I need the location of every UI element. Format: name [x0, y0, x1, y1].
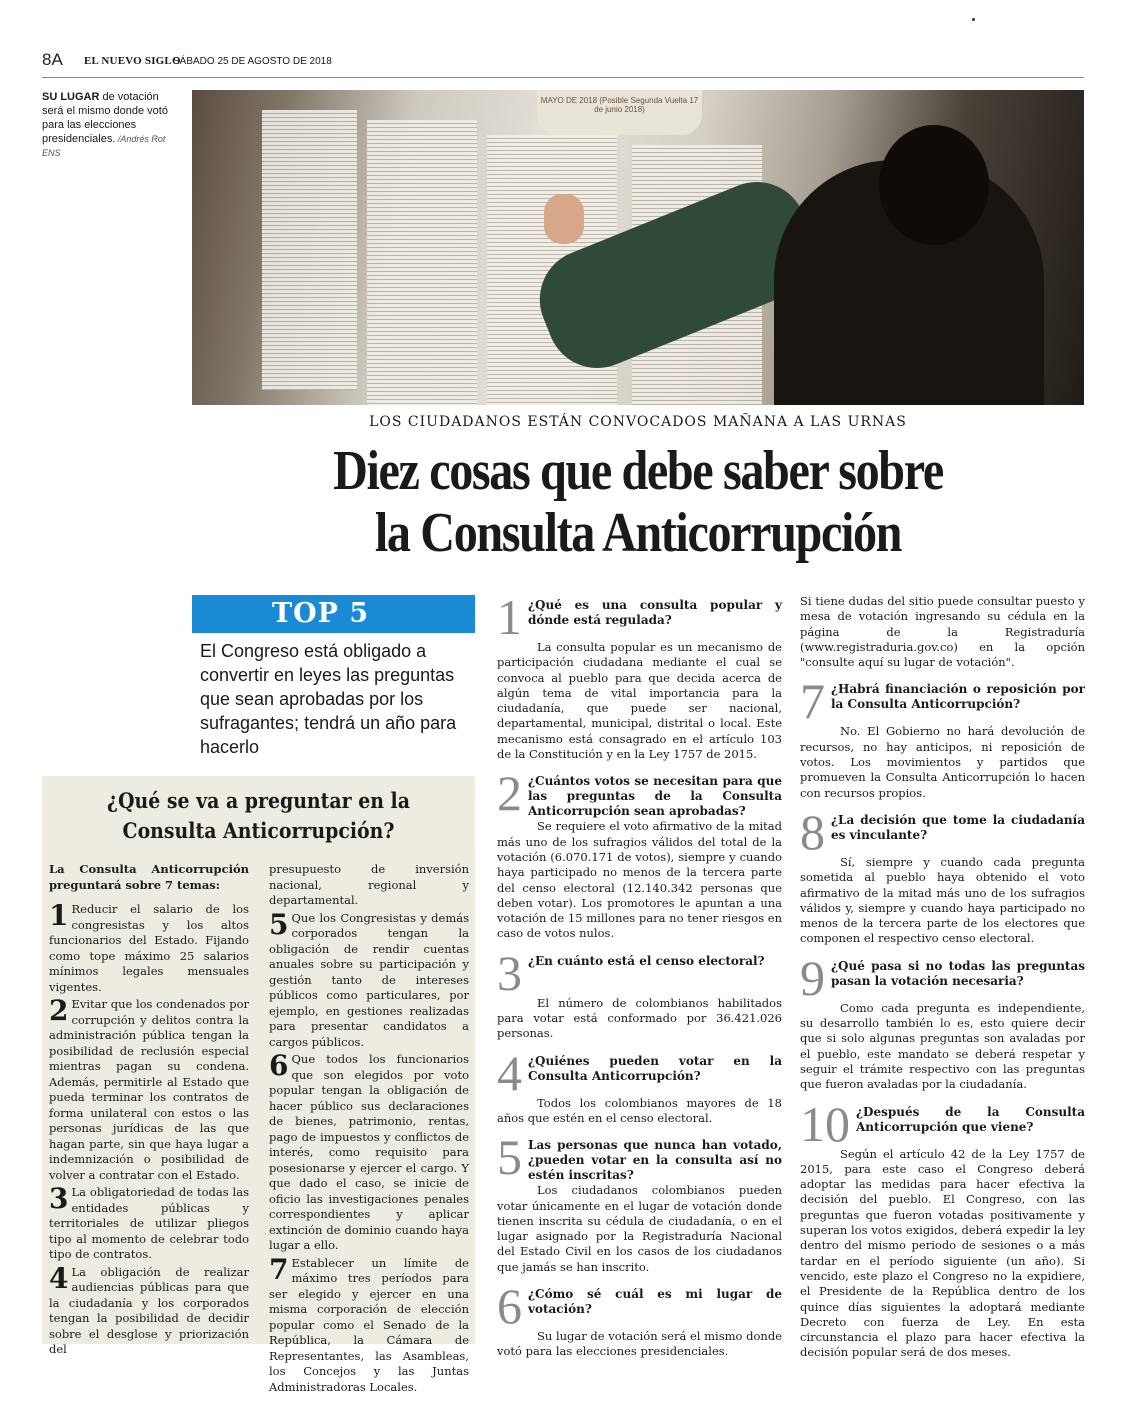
question-number: 3: [497, 944, 522, 1001]
item-number: 5: [269, 907, 289, 941]
sidebar-box: [42, 776, 475, 1394]
question-body: Según el artículo 42 de la Ley 1757 de 2015, para este caso el Congreso deberá adoptar las medidas para hacer efectiva la decisión del pueblo. El Congreso, con las preguntas que fueron votadas positivamente y superan los votos exigidos, deberá expedir la ley dentro del mismo periodo de sesiones o a más tardar en el período siguiente (un año). Si vencido, este plazo el Congreso no la expidiere, el Presidente de la República dentro de los quince días siguientes la adoptará mediante Decreto con fuerza de Ley. En esta circunstancia el plazo para hacer efectiva la decisión popular será de dos meses.: [800, 1146, 1085, 1360]
article-headline: [254, 440, 1021, 564]
item-number: 2: [49, 994, 69, 1027]
sidebar-list-item: [49, 1182, 249, 1263]
sidebar-list-item: [269, 1049, 469, 1254]
sidebar-column-1: [49, 862, 249, 1360]
question-number: 5: [497, 1129, 522, 1186]
item-number: 1: [49, 899, 69, 932]
person-head: [879, 125, 989, 245]
newspaper-name: EL NUEVO SIGLO: [84, 55, 181, 67]
headline-line-2: la Consulta Anticorrupción: [374, 502, 902, 564]
sidebar-list-item: [49, 994, 249, 1183]
question-body: Los ciudadanos colombianos pueden votar únicamente en el lugar de votación donde tienen inscrita su cédula de ciudadanía, o en el lugar asignado por la Registraduría Nacional del Estado Civil en los casos de los ciudadanos que jamás se han inscrito.: [497, 1183, 782, 1274]
question-title: ¿La decisión que tome la ciudadanía es vinculante?: [831, 812, 1085, 842]
caption-credit: /Andrés Rot ENS: [42, 134, 166, 158]
voter-list-sheet: [367, 120, 477, 405]
registry-sign: MAYO DE 2018 (Posible Segunda Vuelta 17 de junio 2018): [537, 90, 702, 135]
headline-line-1: Diez cosas que debe saber sobre: [333, 440, 943, 502]
question-body: No. El Gobierno no hará devolución de recursos, no hay anticipos, ni reposición de votos. Los movimientos y partidos que promueven la Consulta Anticorrupción lo hacen con recursos propios.: [800, 724, 1085, 800]
item-text: Reducir el salario de los congresistas y los altos funcionarios del Estado. Fijando como tope máximo 25 salarios mínimos legales mensuales vigentes.: [49, 902, 249, 994]
sidebar-title: [64, 786, 454, 846]
photo-caption: [42, 90, 182, 160]
question-6-continued: Si tiene dudas del sitio puede consultar puesto y mesa de votación ingresando su cédula en la página de la Registraduría (www.registraduria.gov.co) en la opción "consulte aquí su lugar de votación".: [800, 594, 1085, 670]
question-body: Como cada pregunta es independiente, su desarrollo también lo es, esto quiere decir que si solo algunas preguntas son avaladas por el pueblo, este mandato se deberá respetar y seguir el trámite respectivo con las preguntas que fueron avaladas por la ciudadanía.: [800, 1000, 1085, 1092]
question-body: Sí, siempre y cuando cada pregunta sometida al pueblo haya obtenido el voto afirmativo de la mitad más uno de los sufragios válidos y, siempre y cuando haya participado no menos de la tercera parte de los electores que componen el respectivo censo electoral.: [800, 854, 1085, 946]
question-title: ¿Habrá financiación o reposición por la Consulta Anticorrupción?: [831, 682, 1085, 712]
sidebar-column-2: [269, 862, 469, 1397]
voter-list-sheet: [262, 110, 357, 390]
item-number: 6: [269, 1049, 289, 1082]
question-title: ¿Cómo sé cuál es mi lugar de votación?: [528, 1287, 782, 1317]
item-text: Evitar que los condenados por corrupción y delitos contra la administración pública tengan la posibilidad de reclusión especial mientras pagan su condena. Además, permitirle al Estado que pueda terminar los contratos de forma unilateral con estos o las personas jurídicas de las que hagan parte, sin que haya lugar a indemnización o posibilidad de volver a contratar con el Estado.: [49, 997, 249, 1182]
question-number: 10: [800, 1095, 850, 1152]
question-block: [800, 1095, 1085, 1361]
question-number: 2: [497, 765, 522, 822]
item-text: La obligatoriedad de todas las entidades públicas y territoriales de utilizar pliegos tipo al momento de celebrar todo tipo de contratos.: [49, 1185, 249, 1261]
person-hand: [544, 194, 584, 244]
questions-column-a: [497, 589, 782, 1368]
questions-column-b: [800, 594, 1085, 1369]
question-block: [800, 949, 1085, 1093]
question-block: [497, 1129, 782, 1275]
sidebar-list-item-continued: [269, 862, 469, 909]
question-title: ¿Cuántos votos se necesitan para que las preguntas de la Consulta Anticorrupción sean aprobadas?: [528, 774, 782, 819]
question-block: [497, 1278, 782, 1360]
question-body: Se requiere el voto afirmativo de la mitad más uno de los sufragios válidos del total de la votación (6.070.171 de votos), siempre y cuando haya participado no menos de la tercera parte del censo electoral (12.140.342 personas que deben votar). Los promotores le apuntan a una votación de 15 millones para no tener riesgos en caso de votos nulos.: [497, 819, 782, 941]
question-body: El número de colombianos habilitados para votar está conformado por 36.421.026 personas.: [497, 995, 782, 1041]
item-number: 7: [269, 1252, 289, 1286]
item-text: Que los Congresistas y demás corporados tengan la obligación de rendir cuentas anuales sobre su participación y gestión tanto de intereses públicos como particulares, por ejemplo, en gestiones realizadas para presentar candidatos a cargos públicos.: [269, 910, 469, 1049]
question-body: Todos los colombianos mayores de 18 años que estén en el censo electoral.: [497, 1095, 782, 1125]
item-text: Establecer un límite de máximo tres períodos para ser elegido y ejercer en una misma corporación de elección popular como el Senado de la República, la Cámara de Representantes, las Asambleas, los Concejos y las Juntas Administradoras Locales.: [269, 1255, 469, 1394]
sidebar-list-item: [269, 907, 469, 1051]
sidebar-list-item: [269, 1252, 469, 1396]
question-body: Su lugar de votación será el mismo donde votó para las elecciones presidenciales.: [497, 1329, 782, 1359]
question-title: ¿En cuánto está el censo electoral?: [528, 953, 765, 968]
question-block: [497, 765, 782, 941]
question-block: [800, 673, 1085, 800]
question-number: 4: [497, 1044, 522, 1101]
caption-lead: SU LUGAR: [42, 91, 100, 103]
question-number: 7: [800, 673, 825, 730]
item-text: presupuesto de inversión nacional, regional y departamental.: [269, 862, 469, 907]
issue-date: SÁBADO 25 DE AGOSTO DE 2018: [173, 56, 332, 67]
question-number: 9: [800, 949, 825, 1006]
article-kicker: LOS CIUDADANOS ESTÁN CONVOCADOS MAÑANA A LAS URNAS: [369, 414, 907, 430]
question-number: 8: [800, 803, 825, 860]
item-text: La obligación de realizar audiencias públicas para que la ciudadanía y los corporados tengan la posibilidad de decidir sobre el desglose y priorización del: [49, 1264, 249, 1356]
caption-text: de votación será el mismo donde votó para las elecciones presidenciales.: [42, 91, 168, 145]
question-block: [497, 1044, 782, 1127]
question-block: [497, 589, 782, 762]
question-title: ¿Después de la Consulta Anticorrupción que viene?: [856, 1104, 1085, 1134]
item-number: 3: [49, 1182, 69, 1215]
sidebar-title-line-1: ¿Qué se va a preguntar en la: [107, 788, 410, 813]
top5-text: El Congreso está obligado a convertir en leyes las preguntas que sean aprobadas por los sufragantes; tendrá un año para hacerlo: [200, 641, 457, 757]
question-block: [497, 944, 782, 1042]
corner-dot: [972, 18, 975, 21]
question-block: [800, 803, 1085, 947]
question-body: La consulta popular es un mecanismo de participación ciudadana mediante el cual se convoca al pueblo para que decida acerca de algún tema de vital importancia para la ciudadanía, que puede ser nacional, departamental, municipal, distrital o local. Este mecanismo está consagrado en el artículo 103 de la Constitución y en la Ley 1757 de 2015.: [497, 640, 782, 762]
question-title: Las personas que nunca han votado, ¿pueden votar en la consulta así no estén inscritas?: [528, 1138, 782, 1183]
question-number: 6: [497, 1278, 522, 1335]
question-title: ¿Quiénes pueden votar en la Consulta Anticorrupción?: [528, 1053, 782, 1083]
item-text: Que todos los funcionarios que son elegidos por voto popular tengan la obligación de hacer público sus declaraciones de bienes, patrimonio, rentas, pago de impuestos y conflictos de interés, como requisito para posesionarse y ejercer el cargo. Y que dado el caso, se inicie de oficio las investigaciones penales correspondientes y aplicar extinción de dominio cuando haya lugar a ello.: [269, 1052, 469, 1252]
question-title: ¿Qué es una consulta popular y dónde está regulada?: [528, 598, 782, 627]
page-number: 8A: [42, 50, 63, 69]
item-number: 4: [49, 1261, 69, 1295]
sidebar-list-item: [49, 1261, 249, 1358]
question-title: ¿Qué pasa si no todas las preguntas pasan la votación necesaria?: [831, 958, 1085, 988]
top5-banner: TOP 5: [192, 595, 475, 633]
lead-photo: [192, 90, 1084, 405]
question-number: 1: [497, 589, 522, 645]
sidebar-list-item: [49, 899, 249, 995]
sidebar-title-line-2: Consulta Anticorrupción?: [122, 818, 395, 843]
sidebar-intro: La Consulta Anticorrupción preguntará sobre 7 temas:: [49, 862, 249, 892]
page-header: [42, 50, 1084, 78]
